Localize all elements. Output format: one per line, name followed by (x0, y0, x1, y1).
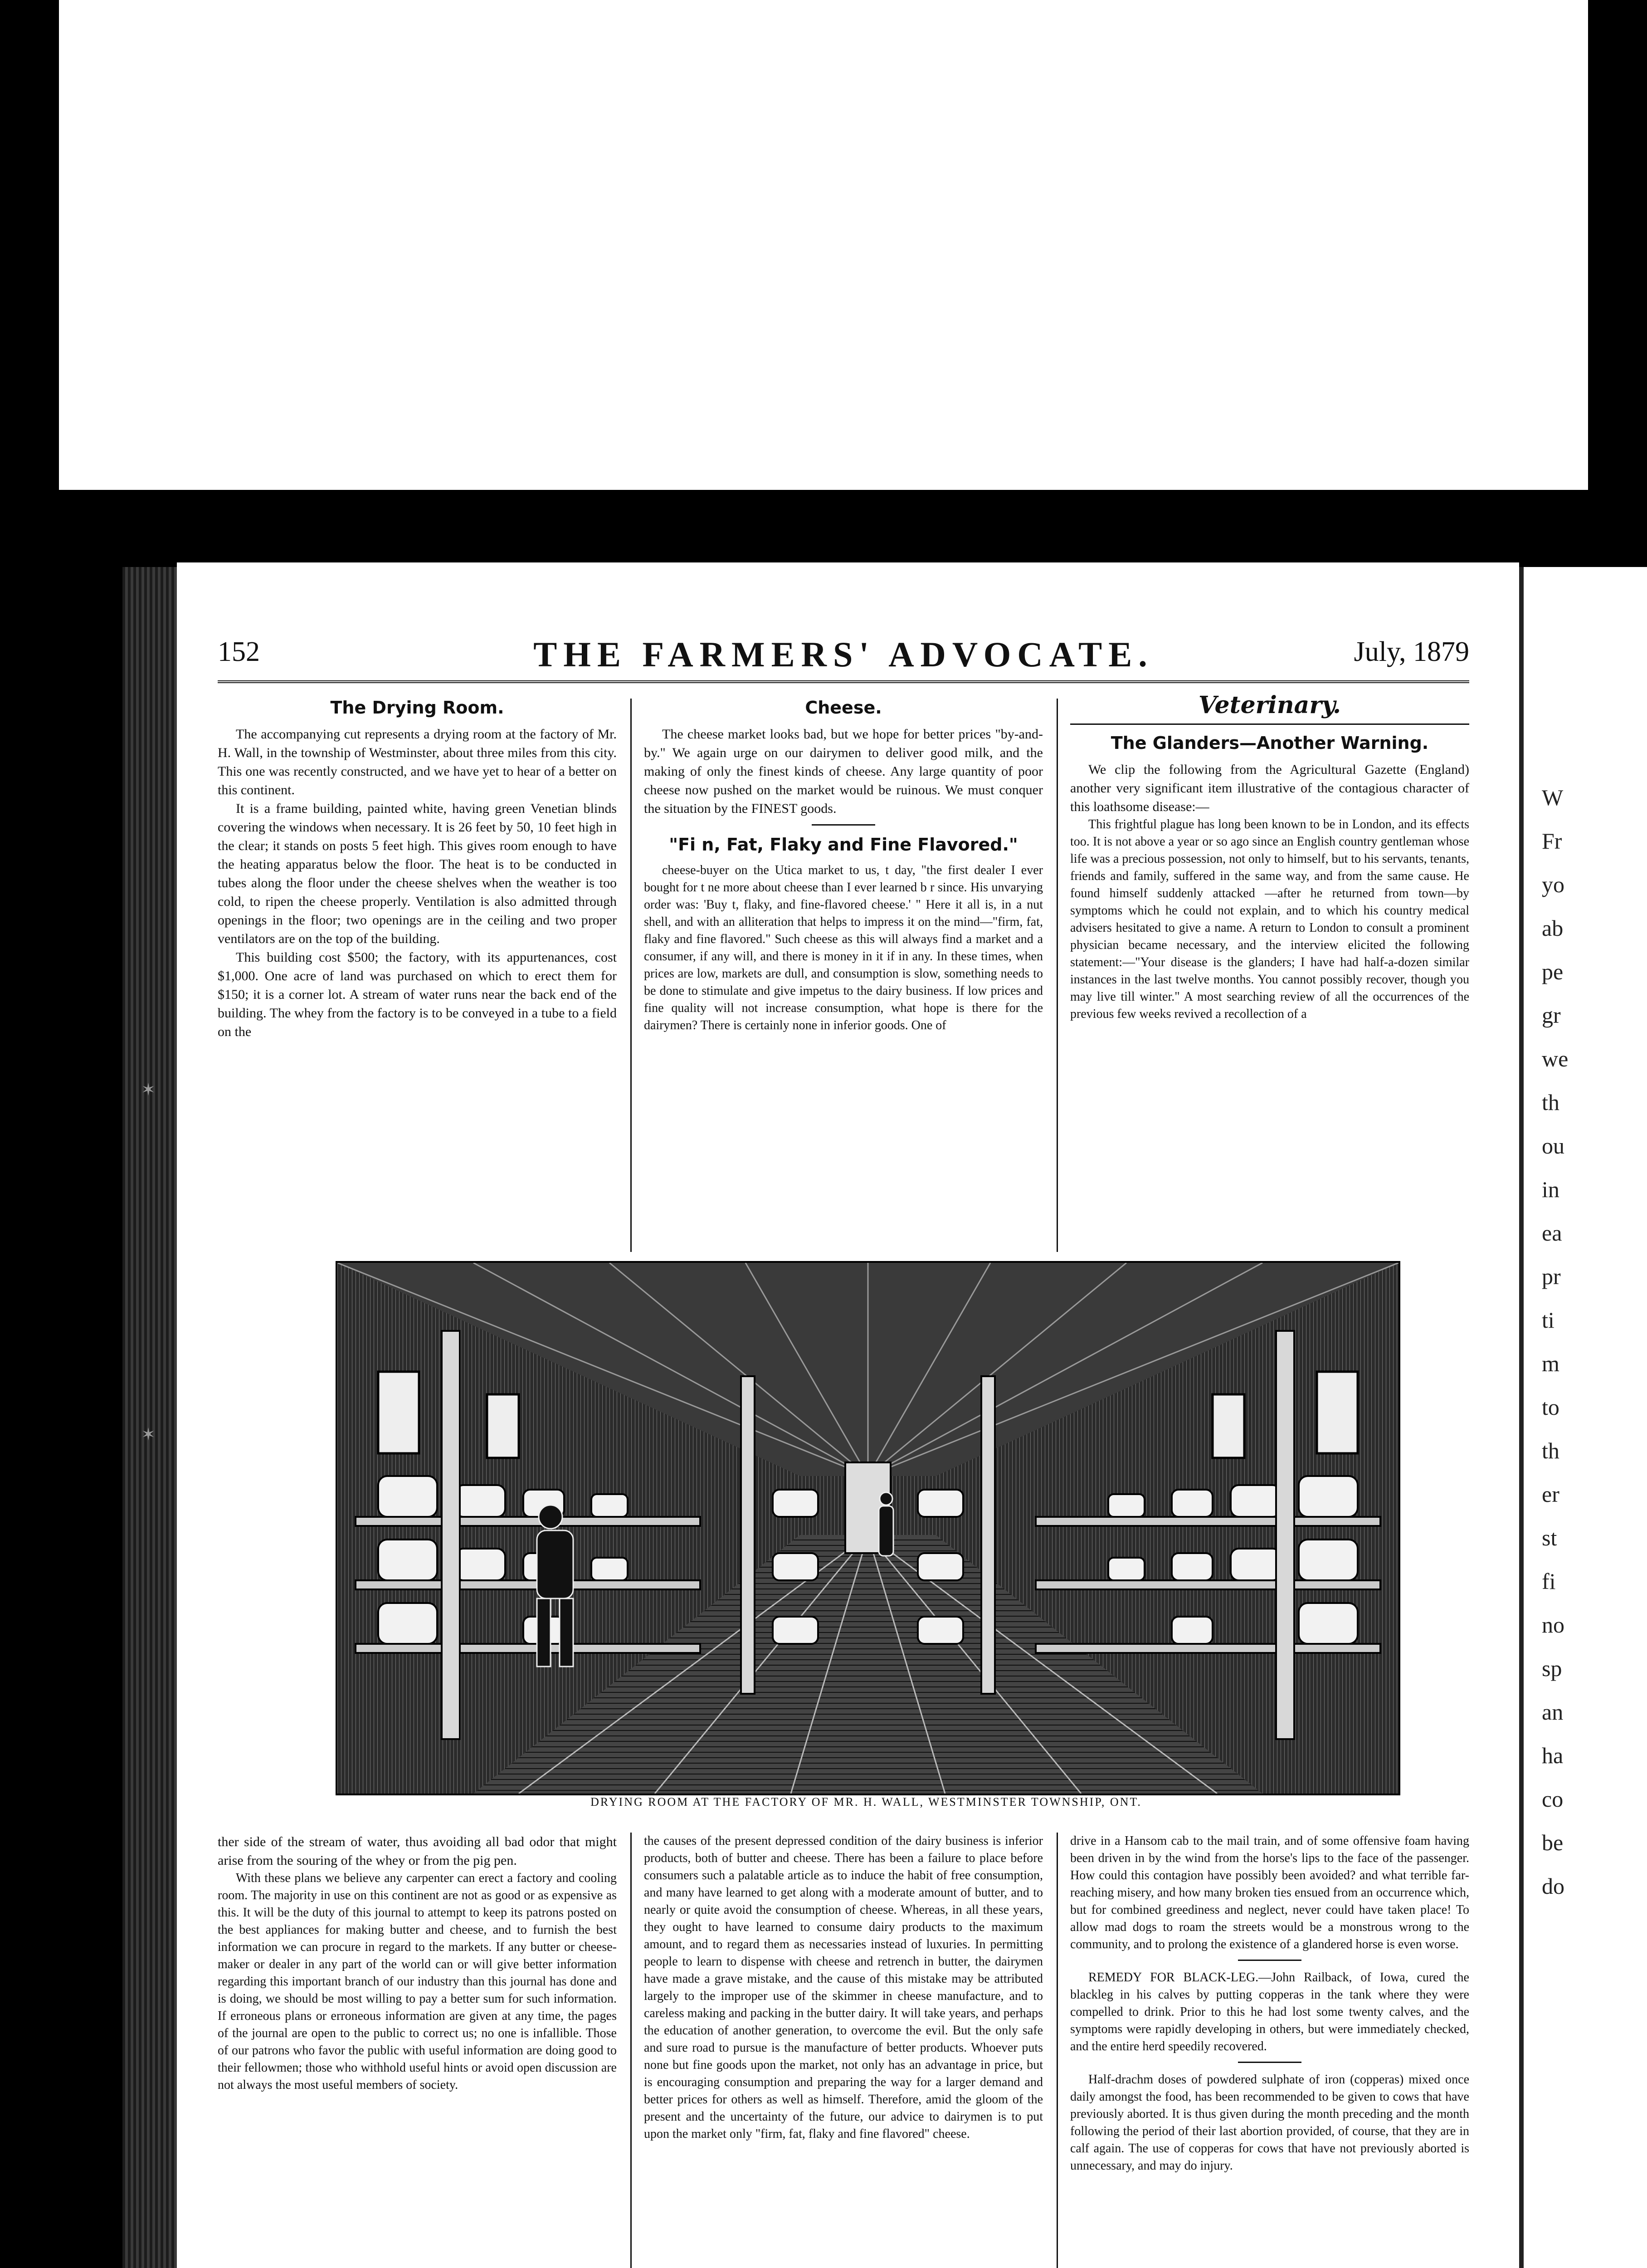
headline-glanders: The Glanders—Another Warning. (1111, 733, 1429, 753)
column-drying-room (218, 694, 617, 1041)
drying-room-engraving (336, 1261, 1400, 1795)
column-drying-room-cont (218, 1833, 617, 2094)
facing-page-edge (1519, 567, 1647, 2268)
page-inner (218, 631, 1469, 683)
paragraph: ther side of the stream of water, thus avoiding all bad odor that might arise from the souring of the whey or from the pig pen. (218, 1834, 617, 1868)
divider (1238, 2062, 1301, 2063)
divider (812, 824, 875, 826)
facing-page-fragment: ou (1542, 1133, 1564, 1158)
scan-border-right (1588, 0, 1647, 490)
facing-page-fragment: W (1542, 785, 1564, 810)
facing-page-fragment: sp (1542, 1656, 1562, 1681)
engraving-caption: DRYING ROOM AT THE FACTORY OF MR. H. WALL, WESTMINSTER TOWNSHIP, ONT. (590, 1795, 1142, 1809)
facing-page-fragment: be (1542, 1830, 1564, 1855)
facing-page-fragment: th (1542, 1090, 1559, 1115)
journal-title: THE FARMERS' ADVOCATE. (533, 635, 1154, 674)
facing-page-fragment: er (1542, 1481, 1559, 1507)
spine-mark: ✶ (141, 1425, 156, 1444)
issue-date: July, 1879 (1354, 636, 1469, 667)
page-number: 152 (218, 636, 260, 667)
remedy-paragraph (1070, 1969, 1469, 2055)
facing-page-fragment: pr (1542, 1264, 1561, 1289)
scan-top-margin (0, 0, 1647, 490)
paragraph: cheese-buyer on the Utica market to us, t day, "the first dealer I ever bought for t ne more about cheese than I ever learned b r since. His unvarying order was: 'Buy t, flaky, and fine-flavored cheese.' " Here it all is, in a nut shell, and with an alliteration that helps to impress it on the mind—"firm, fat, flaky and fine flavored." Such cheese as this will always find a market and a consumer, if any will, and there is money in it if in any. In these times, when prices are low, markets are dull, and consumption is slow, something needs to be done to stimulate and give impetus to the dairy business. If low prices and fine quality will not increase consumption, what hope is there for the dairymen? There is certainly none in inferior goods. One of (644, 863, 1043, 1032)
headline-cheese: Cheese. (805, 698, 882, 718)
paragraph: With these plans we believe any carpenter can erect a factory and cooling room. The majority in use on this continent are not as good or as expensive as this. It will be the duty of this journal to attempt to keep its patrons posted on the best appliances for making butter and cheese, and to furnish the best information we can procure in regard to the markets. If any butter or cheese-maker or dealer in any part of the world can or will give better information regarding this important branch of our industry than this journal has done and is doing, we should be most willing to pay a better sum for such information. If erroneous plans or erroneous information are given at any time, the pages of the journal are open to the public to correct us; no one is infallible. Those of our patrons who favor the public with useful information are doing good to their fellowmen; those who withhold useful hints or avoid open discussion are not always the most useful members of society. (218, 1871, 617, 2092)
facing-page-fragment: th (1542, 1438, 1559, 1463)
facing-page-fragment: to (1542, 1394, 1559, 1420)
facing-page-fragment: st (1542, 1525, 1557, 1550)
section-veterinary: Veterinary. (1198, 691, 1341, 719)
facing-page-fragment: ea (1542, 1220, 1562, 1246)
paragraph: It is a frame building, painted white, having green Venetian blinds covering the windows when necessary. It is 26 feet by 50, 10 feet high in the clear; it stands on posts 5 feet high. This gives room enough to have the heating apparatus below the floor. The heat is to be conducted in tubes along the floor under the cheese shelves when the weather is too cold, to ripen the cheese properly. Ventilation is also admitted through openings in the floor; two openings are in the ceiling and two proper ventilators are on the top of the building. (218, 801, 617, 946)
facing-page-fragment: m (1542, 1351, 1559, 1376)
paragraph: We clip the following from the Agricultural Gazette (England) another very significant item illustrative of the contagious character of this loathsome disease:— (1070, 762, 1469, 814)
facing-page-fragment: co (1542, 1786, 1564, 1812)
remedy-text: —John Railback, of Iowa, cured the blackleg in his calves by putting copperas in the tank where they were compelled to drink. Prior to this he had lost some twenty calves, and the symptoms were rapidly developing in others, but were immediately checked, and the entire herd speedily recovered. (1070, 1970, 1469, 2053)
column-veterinary-cont (1070, 1833, 1469, 2175)
facing-page-fragment: gr (1542, 1002, 1561, 1028)
paragraph: The accompanying cut represents a drying room at the factory of Mr. H. Wall, in the township of Westminster, about three miles from this city. This one was recently constructed, and we have yet to hear of a better on this continent. (218, 727, 617, 797)
facing-page-fragment: Fr (1542, 828, 1562, 854)
paragraph: the causes of the present depressed condition of the dairy business is inferior products, both of butter and cheese. There has been a failure to place before consumers such a palatable article as to induce the habit of free consumption, and many have learned to get along with a moderate amount of butter, and to nearly or quite avoid the consumption of cheese. Whereas, in all these years, they ought to have learned to consume dairy products to the maximum amount, and to regard them as necessaries instead of luxuries. In permitting people to learn to dispense with cheese and retrench in butter, the dairymen have made a grave mistake, and the cause of this mistake may be attributed largely to the improper use of the skimmer in cheese manufacture, and to careless making and packing in the butter dairy. It will take years, and perhaps the education of another generation, to overcome the evil. But the only safe and sure road to pursue is the manufacture of better products. Whoever puts none but fine goods upon the market, not only has an advantage in price, but is encouraging consumption and preparing the way for a larger demand and better prices for others as well as himself. Therefore, amid the gloom of the present and the uncertainty of the future, our advice to dairymen is to put upon the market only "firm, fat, flaky and fine flavored" cheese. (644, 1834, 1043, 2141)
engraving-illustration (337, 1263, 1398, 1794)
facing-page-fragment: ab (1542, 915, 1564, 941)
column-veterinary (1070, 691, 1469, 1023)
facing-page-fragment: an (1542, 1699, 1564, 1725)
paragraph: This frightful plague has long been known to be in London, and its effects too. It is not above a year or so ago since an English country gentleman whose life was a precious possession, not only to himself, but to his servants, tenants, friends and family, suffered in the same way, and from the same cause. He found himself suddenly attacked —after he returned from town—by symptoms which he could not explain, and to which his country medical advisers hesitated to give a name. A return to London to consult a prominent physician became necessary, and the interview elicited the following statement:—"Your disease is the glanders; I have had half-a-dozen similar instances in the last twelve months. You cannot possibly recover, though you may live till winter." A most searching review of all the occurrences of the previous few weeks revived a recollection of a (1070, 817, 1469, 1021)
column-cheese (644, 694, 1043, 1034)
book-spine (122, 567, 177, 2268)
spine-mark: ✶ (141, 1080, 156, 1100)
facing-page-fragment: do (1542, 1873, 1564, 1899)
headline-firm-fat-flaky: "Fi n, Fat, Flaky and Fine Flavored." (669, 835, 1018, 855)
column-rule (630, 1833, 632, 2268)
facing-page-fragment: ti (1542, 1307, 1554, 1333)
column-rule (630, 699, 632, 1252)
facing-page-fragment: we (1542, 1046, 1569, 1071)
facing-page-fragment: ha (1542, 1743, 1564, 1768)
divider (1238, 1960, 1301, 1961)
facing-page-fragment: pe (1542, 959, 1564, 984)
facing-page-fragment: no (1542, 1612, 1564, 1637)
divider (1070, 723, 1469, 725)
page-header (218, 631, 1469, 683)
facing-page-fragment: in (1542, 1177, 1559, 1202)
paragraph: drive in a Hansom cab to the mail train, and of some offensive foam having been driven in by the wind from the horse's lips to the face of the passenger. How could this contagion have possibly been avoided? and what terrible far-reaching misery, and how many broken ties ensued from an occurrence which, but for combined greediness and neglect, never could have taken place! To allow mad dogs to roam the streets would be a monstrous wrong to the community, and to prolong the existence of a glandered horse is even worse. (1070, 1834, 1469, 1951)
paragraph: Half-drachm doses of powdered sulphate of iron (copperas) mixed once daily amongst the food, has been recommended to be given to cows that have previously aborted. It is thus given during the month preceding and the month following the period of their last abortion provided, of course, that they are in calf again. The use of copperas for cows that have not previously aborted is unnecessary, and may do injury. (1070, 2072, 1469, 2173)
column-rule (1057, 1833, 1058, 2268)
paragraph: The cheese market looks bad, but we hope for better prices "by-and-by." We again urge on our dairymen to deliver good milk, and the making of only the finest kinds of cheese. Any large quantity of poor cheese now pushed on the market would be ruinous. We must conquer the situation by the FINEST goods. (644, 727, 1043, 816)
facing-page-fragment: fi (1542, 1569, 1556, 1594)
scan-border-left (0, 0, 59, 490)
column-rule (1057, 699, 1058, 1252)
headline-drying-room: The Drying Room. (330, 698, 504, 718)
remedy-label: REMEDY FOR BLACK-LEG. (1088, 1970, 1259, 1984)
paragraph: This building cost $500; the factory, with its appurtenances, cost $1,000. One acre of land was purchased on which to erect them for $150; it is a corner lot. A stream of water runs near the back end of the building. The whey from the factory is to be conveyed in a tube to a field on the (218, 950, 617, 1039)
column-cheese-cont (644, 1833, 1043, 2143)
facing-page-fragment: yo (1542, 872, 1564, 897)
